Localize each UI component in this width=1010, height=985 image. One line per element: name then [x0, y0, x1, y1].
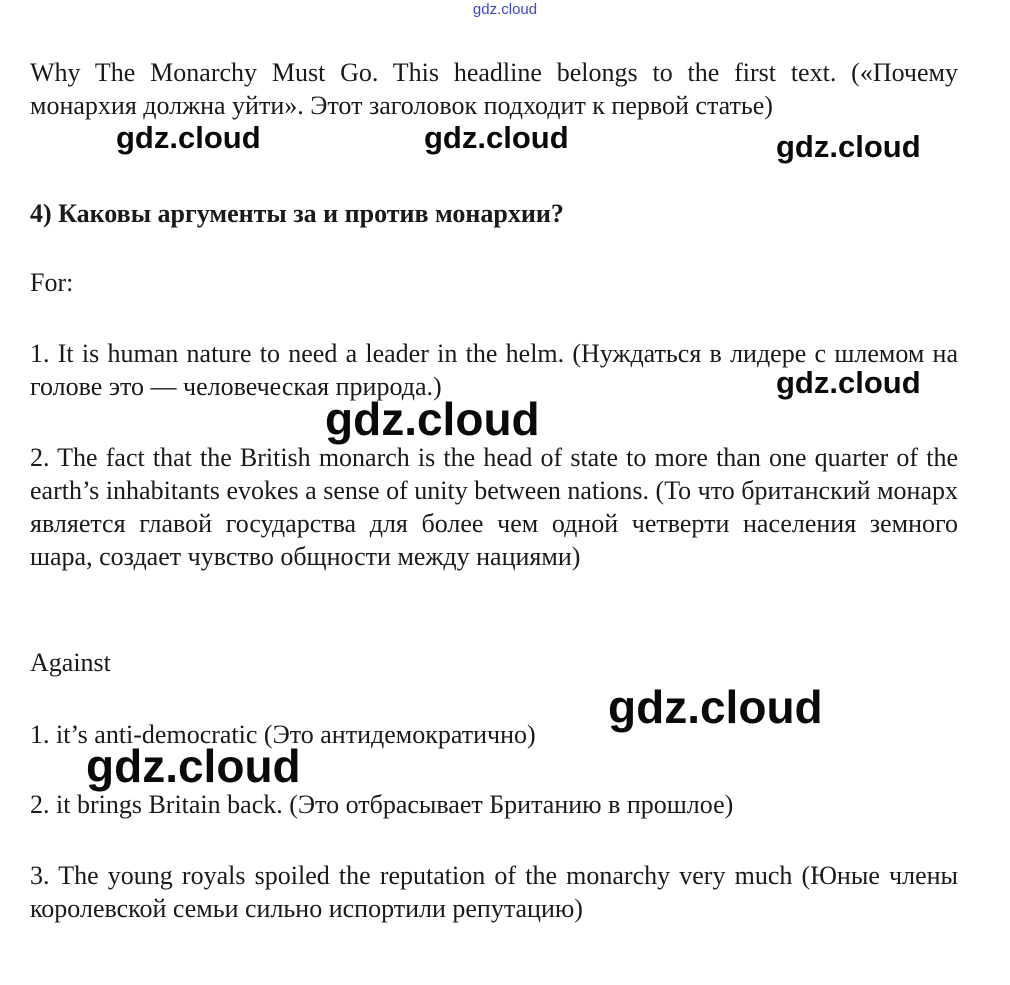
against-item-3: 3. The young royals spoiled the reputation of the monarchy very much (Юные члены королевской семьи сильно испортили репутацию) [30, 861, 958, 923]
against-item-2: 2. it brings Britain back. (Это отбрасывает Британию в прошлое) [30, 790, 734, 819]
watermark: gdz.cloud [86, 740, 301, 792]
watermark: gdz.cloud [424, 120, 569, 155]
for-heading: For: [30, 268, 74, 297]
intro-paragraph: Why The Monarchy Must Go. This headline belongs to the first text. («Почему монархия должна уйти». Этот заголовок подходит к первой статье) [30, 58, 958, 120]
against-heading: Against [30, 648, 111, 677]
for-item-2: 2. The fact that the British monarch is the head of state to more than one quarter of the earth’s inhabitants evokes a sense of unity between nations. (То что британский монарх является главой государства для более чем одной четверти населения земного шара, создает чувство общности между нациями) [30, 443, 958, 571]
against-item-1: 1. it’s anti-democratic (Это антидемократично) [30, 720, 536, 749]
watermark: gdz.cloud [776, 365, 921, 400]
watermark: gdz.cloud [608, 681, 823, 733]
for-item-1: 1. It is human nature to need a leader in the helm. (Нуждаться в лидере с шлемом на голове это — человеческая природа.) [30, 339, 958, 401]
watermark: gdz.cloud [776, 129, 921, 164]
watermark: gdz.cloud [325, 393, 540, 445]
question-heading: 4) Каковы аргументы за и против монархии? [30, 199, 564, 228]
site-mark: gdz.cloud [472, 1, 538, 18]
watermark: gdz.cloud [116, 120, 261, 155]
